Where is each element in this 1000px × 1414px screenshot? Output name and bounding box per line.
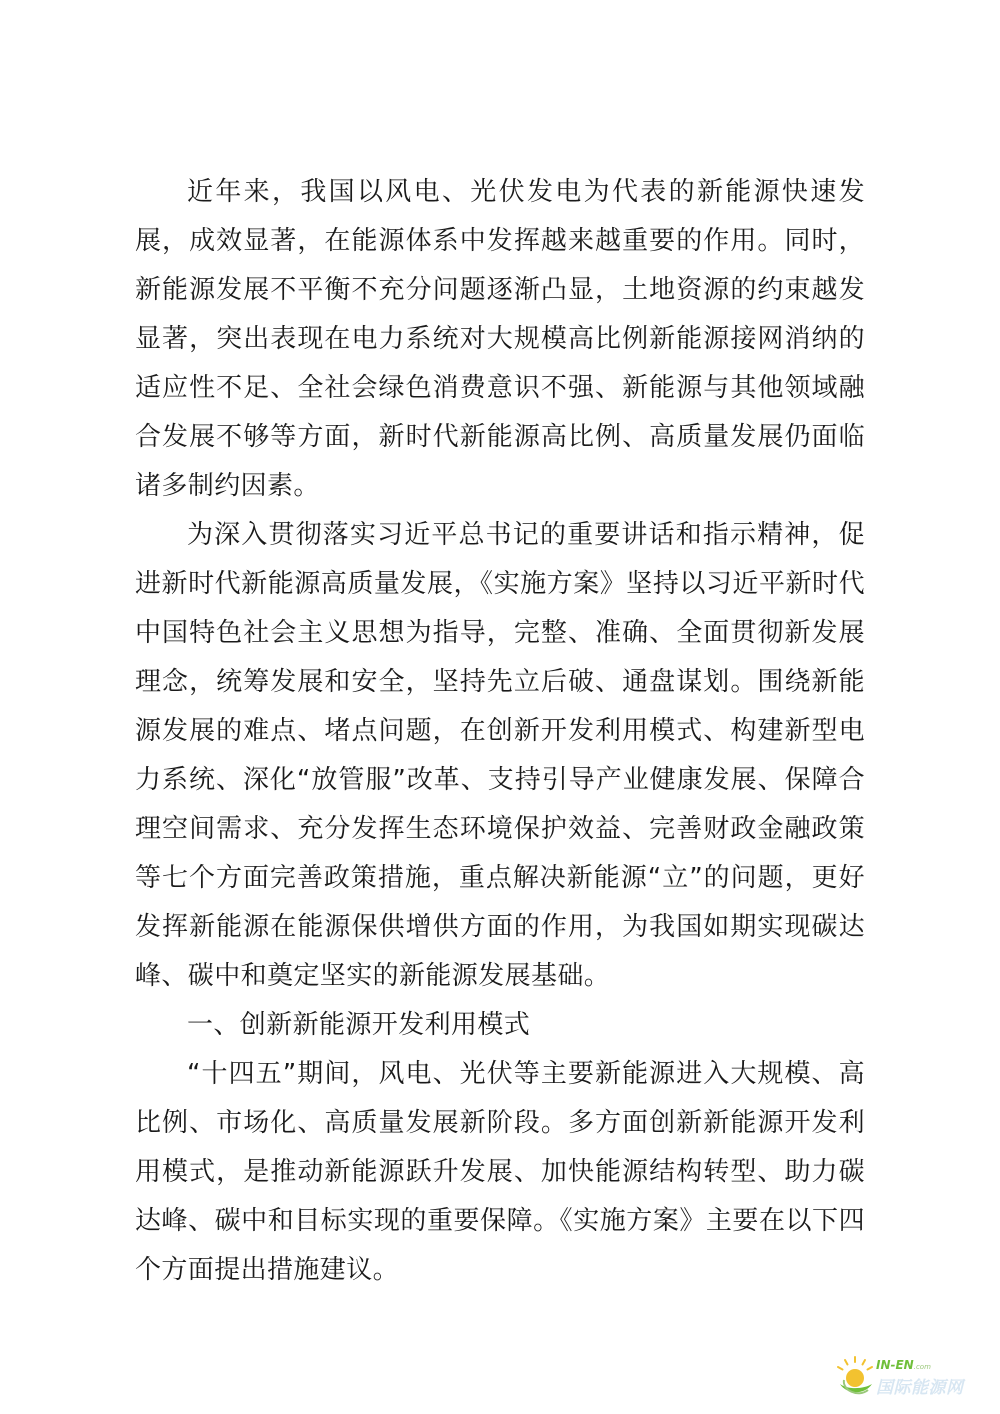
watermark-brand bbox=[876, 1358, 931, 1372]
section-heading: 一、创新新能源开发利用模式 bbox=[187, 1010, 531, 1040]
watermark-name: 国际能源网 bbox=[876, 1378, 964, 1398]
document-body bbox=[135, 168, 865, 1295]
sun-leaf-logo-icon bbox=[832, 1354, 878, 1400]
watermark-brand-text: IN-EN bbox=[876, 1358, 914, 1372]
watermark-domain: .com bbox=[913, 1363, 931, 1371]
paragraph-2: 为深入贯彻落实习近平总书记的重要讲话和指示精神，促进新时代新能源高质量发展，《实施方案》坚持以习近平新时代中国特色社会主义思想为指导，完整、准确、全面贯彻新发展理念，统筹发展和安全，坚持先立后破、通盘谋划。围绕新能源发展的难点、堵点问题，在创新开发利用模式、构建新型电力系统、深化“放管服”改革、支持引导产业健康发展、保障合理空间需求、充分发挥生态环境保护效益、完善财政金融政策等七个方面完善政策措施，重点解决新能源“立”的问题，更好发挥新能源在能源保供增供方面的作用，为我国如期实现碳达峰、碳中和奠定坚实的新能源发展基础。 bbox=[135, 520, 865, 991]
paragraph-1: 近年来，我国以风电、光伏发电为代表的新能源快速发展，成效显著，在能源体系中发挥越来越重要的作用。同时，新能源发展不平衡不充分问题逐渐凸显，土地资源的约束越发显著，突出表现在电力系统对大规模高比例新能源接网消纳的适应性不足、全社会绿色消费意识不强、新能源与其他领域融合发展不够等方面，新时代新能源高比例、高质量发展仍面临诸多制约因素。 bbox=[135, 177, 865, 501]
watermark bbox=[832, 1354, 982, 1400]
paragraph-3: “十四五”期间，风电、光伏等主要新能源进入大规模、高比例、市场化、高质量发展新阶段。多方面创新新能源开发利用模式，是推动新能源跃升发展、加快能源结构转型、助力碳达峰、碳中和目标实现的重要保障。《实施方案》主要在以下四个方面提出措施建议。 bbox=[135, 1059, 865, 1285]
